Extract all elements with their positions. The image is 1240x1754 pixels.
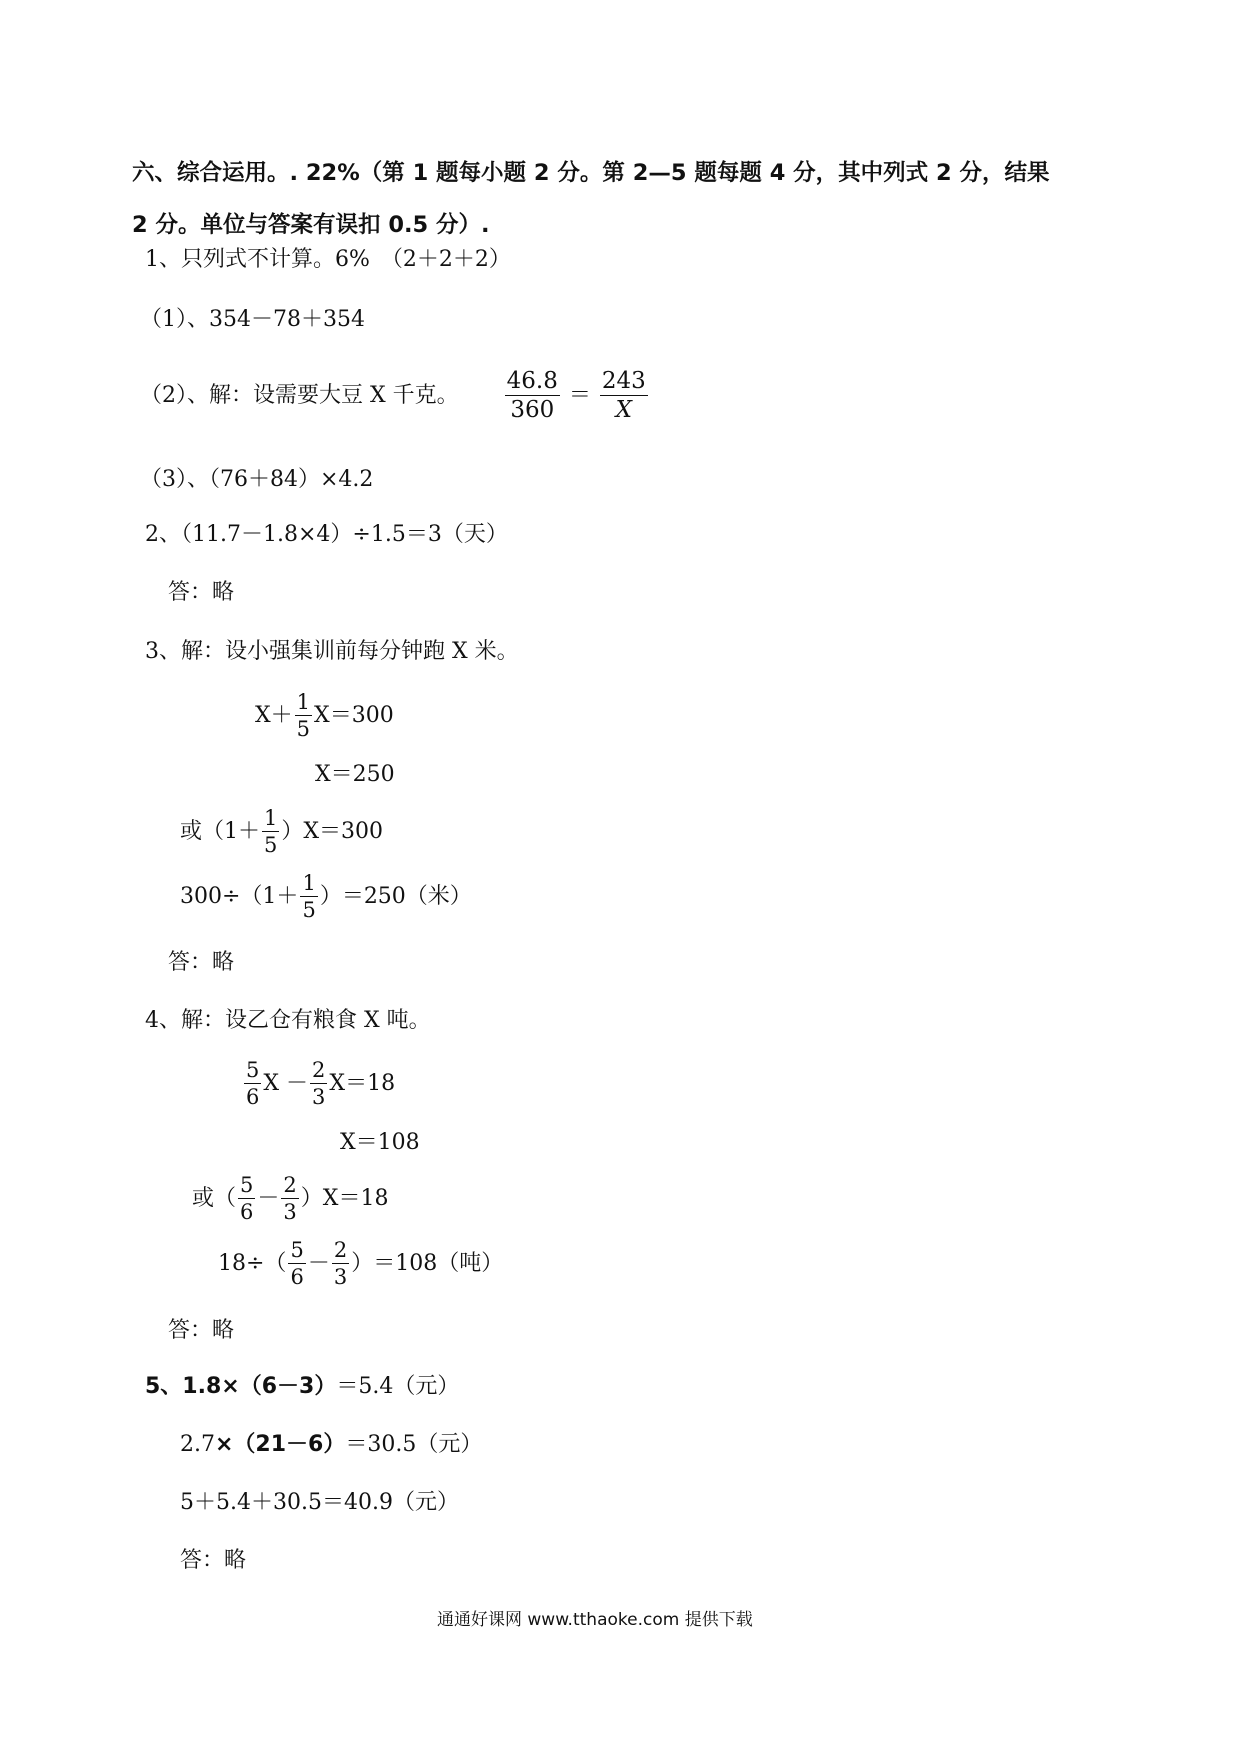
q3-equation-2: X＝250 xyxy=(315,762,395,787)
q5-line-1: 5、1.8×（6－3）＝5.4（元） xyxy=(145,1374,460,1399)
q4-equation-1: $\frac{5}{6}$ X － $\frac{2}{3}$ X＝18 xyxy=(246,1058,396,1109)
q1-part-3: （3）、（76＋84）×4.2 xyxy=(140,467,374,492)
q1-part-2: （2）、解：设需要大豆 X 千克。 $\frac{46.8}{360}$ ＝ $\frac{243}{X}$ xyxy=(140,368,646,423)
fraction-5-over-6: $\frac{5}{6}$ xyxy=(246,1058,260,1109)
fraction-46.8-over-360: $\frac{46.8}{360}$ xyxy=(506,368,558,423)
q4-equation-2: X＝108 xyxy=(340,1130,420,1155)
fraction-1-over-5: $\frac{1}{5}$ xyxy=(264,806,278,857)
q3-equation-1: X＋ $\frac{1}{5}$ X＝300 xyxy=(255,690,394,741)
q5-line-2: 2.7×（21－6）＝30.5（元） xyxy=(180,1432,483,1457)
q3-equation-4: 300÷（1＋ $\frac{1}{5}$ ）＝250（米） xyxy=(180,871,472,922)
fraction-1-over-5: $\frac{1}{5}$ xyxy=(296,690,311,741)
q5-line-3: 5＋5.4＋30.5＝40.9（元） xyxy=(180,1490,459,1515)
q2-answer: 答：略 xyxy=(168,580,235,605)
q3-answer: 答：略 xyxy=(168,950,235,975)
fraction-243-over-x: $\frac{243}{X}$ xyxy=(601,368,646,423)
q4-equation-4: 18÷（ $\frac{5}{6}$ － $\frac{2}{3}$ ）＝108（吨） xyxy=(218,1238,504,1289)
q4-answer: 答：略 xyxy=(168,1318,235,1343)
fraction-2-over-3: $\frac{2}{3}$ xyxy=(333,1238,348,1289)
section-heading-line-2: 2 分。单位与答案有误扣 0.5 分）. xyxy=(132,212,490,238)
page-footer: 通通好课网 www.tthaoke.com 提供下载 xyxy=(437,1610,753,1630)
q1-part-2-text: （2）、解：设需要大豆 X 千克。 xyxy=(140,383,459,408)
q3-title: 3、解：设小强集训前每分钟跑 X 米。 xyxy=(145,639,519,664)
q2-line: 2、（11.7－1.8×4）÷1.5＝3（天） xyxy=(145,522,508,547)
q5-answer: 答：略 xyxy=(180,1548,247,1573)
section-heading-line-1: 六、综合运用。. 22%（第 1 题每小题 2 分。第 2—5 题每题 4 分，其中列式 2 分，结果 xyxy=(132,160,1050,186)
q3-equation-3: 或（1＋ $\frac{1}{5}$ ）X＝300 xyxy=(180,806,384,857)
fraction-5-over-6: $\frac{5}{6}$ xyxy=(290,1238,304,1289)
fraction-1-over-5: $\frac{1}{5}$ xyxy=(302,871,316,922)
q4-title: 4、解：设乙仓有粮食 X 吨。 xyxy=(145,1008,431,1033)
fraction-2-over-3: $\frac{2}{3}$ xyxy=(312,1058,326,1109)
fraction-2-over-3: $\frac{2}{3}$ xyxy=(283,1173,297,1224)
fraction-5-over-6: $\frac{5}{6}$ xyxy=(240,1173,254,1224)
q1-title: 1、只列式不计算。6% （2＋2＋2） xyxy=(145,247,511,272)
q1-part-1: （1）、354－78＋354 xyxy=(140,307,365,332)
q4-equation-3: 或（ $\frac{5}{6}$ － $\frac{2}{3}$ ）X＝18 xyxy=(192,1173,389,1224)
